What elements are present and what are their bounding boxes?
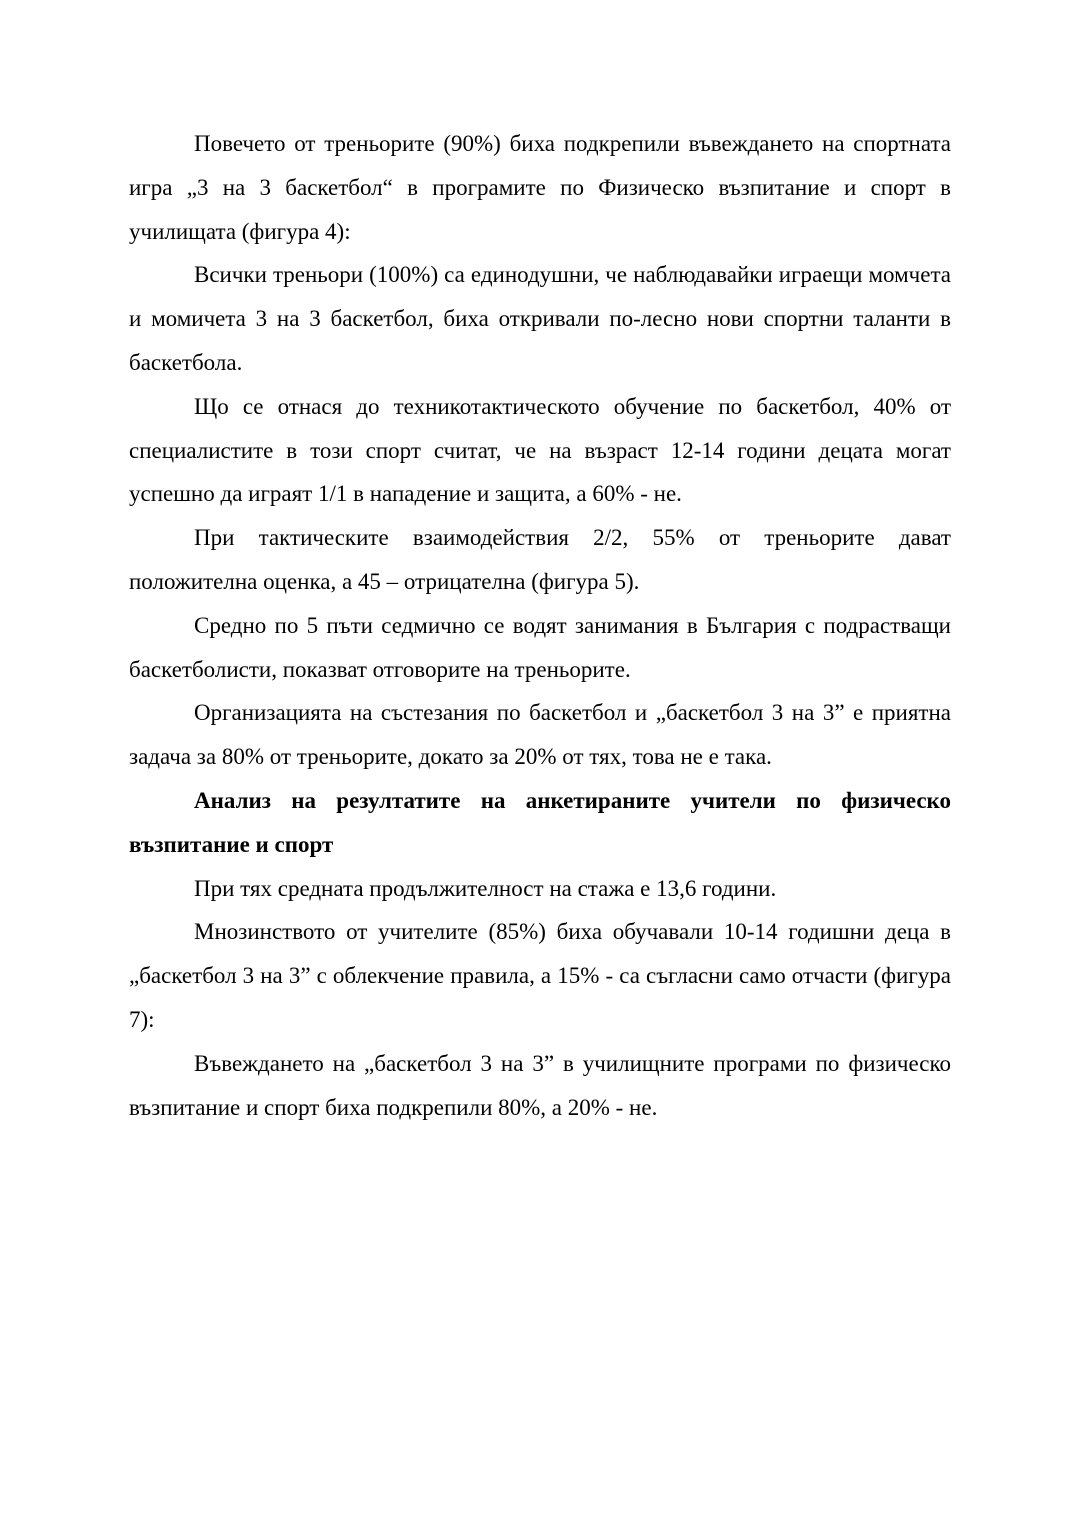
paragraph-school-programs: Въвеждането на „баскетбол 3 на 3” в училищните програми по физическо възпитание и спорт биха подкрепили 80%, а 20% - не. <box>129 1050 951 1120</box>
paragraph-teacher-experience: При тях средната продължителност на стажа е 13,6 години. <box>194 875 777 901</box>
paragraph-coaches-support: Повечето от треньорите (90%) биха подкрепили въвеждането на спортната игра „3 на 3 баскетбол“ в програмите по Физическо възпитание и спорт в училищата (фигура 4): <box>129 131 951 244</box>
paragraph-technical-training: Що се отнася до техникотактическото обучение по баскетбол, 40% от специалистите в този спорт считат, че на възраст 12-14 години децата могат успешно да играят 1/1 в нападение и защита, а 60% - не. <box>129 393 951 507</box>
paragraph-weekly-sessions: Средно по 5 пъти седмично се водят занимания в България с подрастващи баскетболисти, показват отговорите на треньорите. <box>129 612 951 682</box>
paragraph-tactical-interactions: При тактическите взаимодействия 2/2, 55% от треньорите дават положителна оценка, а 45 – отрицателна (фигура 5). <box>129 525 951 594</box>
paragraph-coaches-talents: Всички треньори (100%) са единодушни, че наблюдавайки играещи момчета и момичета 3 на 3 баскетбол, биха откривали по-лесно нови спортни таланти в баскетбола. <box>129 262 951 375</box>
section-heading: Анализ на резултатите на анкетираните учители по физическо възпитание и спорт <box>129 787 951 857</box>
paragraph-competitions: Организацията на състезания по баскетбол и „баскетбол 3 на 3” е приятна задача за 80% от треньорите, докато за 20% от тях, това не е така. <box>129 700 951 770</box>
document-body <box>129 122 951 1129</box>
paragraph-teachers-majority: Мнозинството от учителите (85%) биха обучавали 10-14 годишни деца в „баскетбол 3 на 3” с облекчение правила, а 15% - са съгласни само отчасти (фигура 7): <box>129 919 951 1032</box>
